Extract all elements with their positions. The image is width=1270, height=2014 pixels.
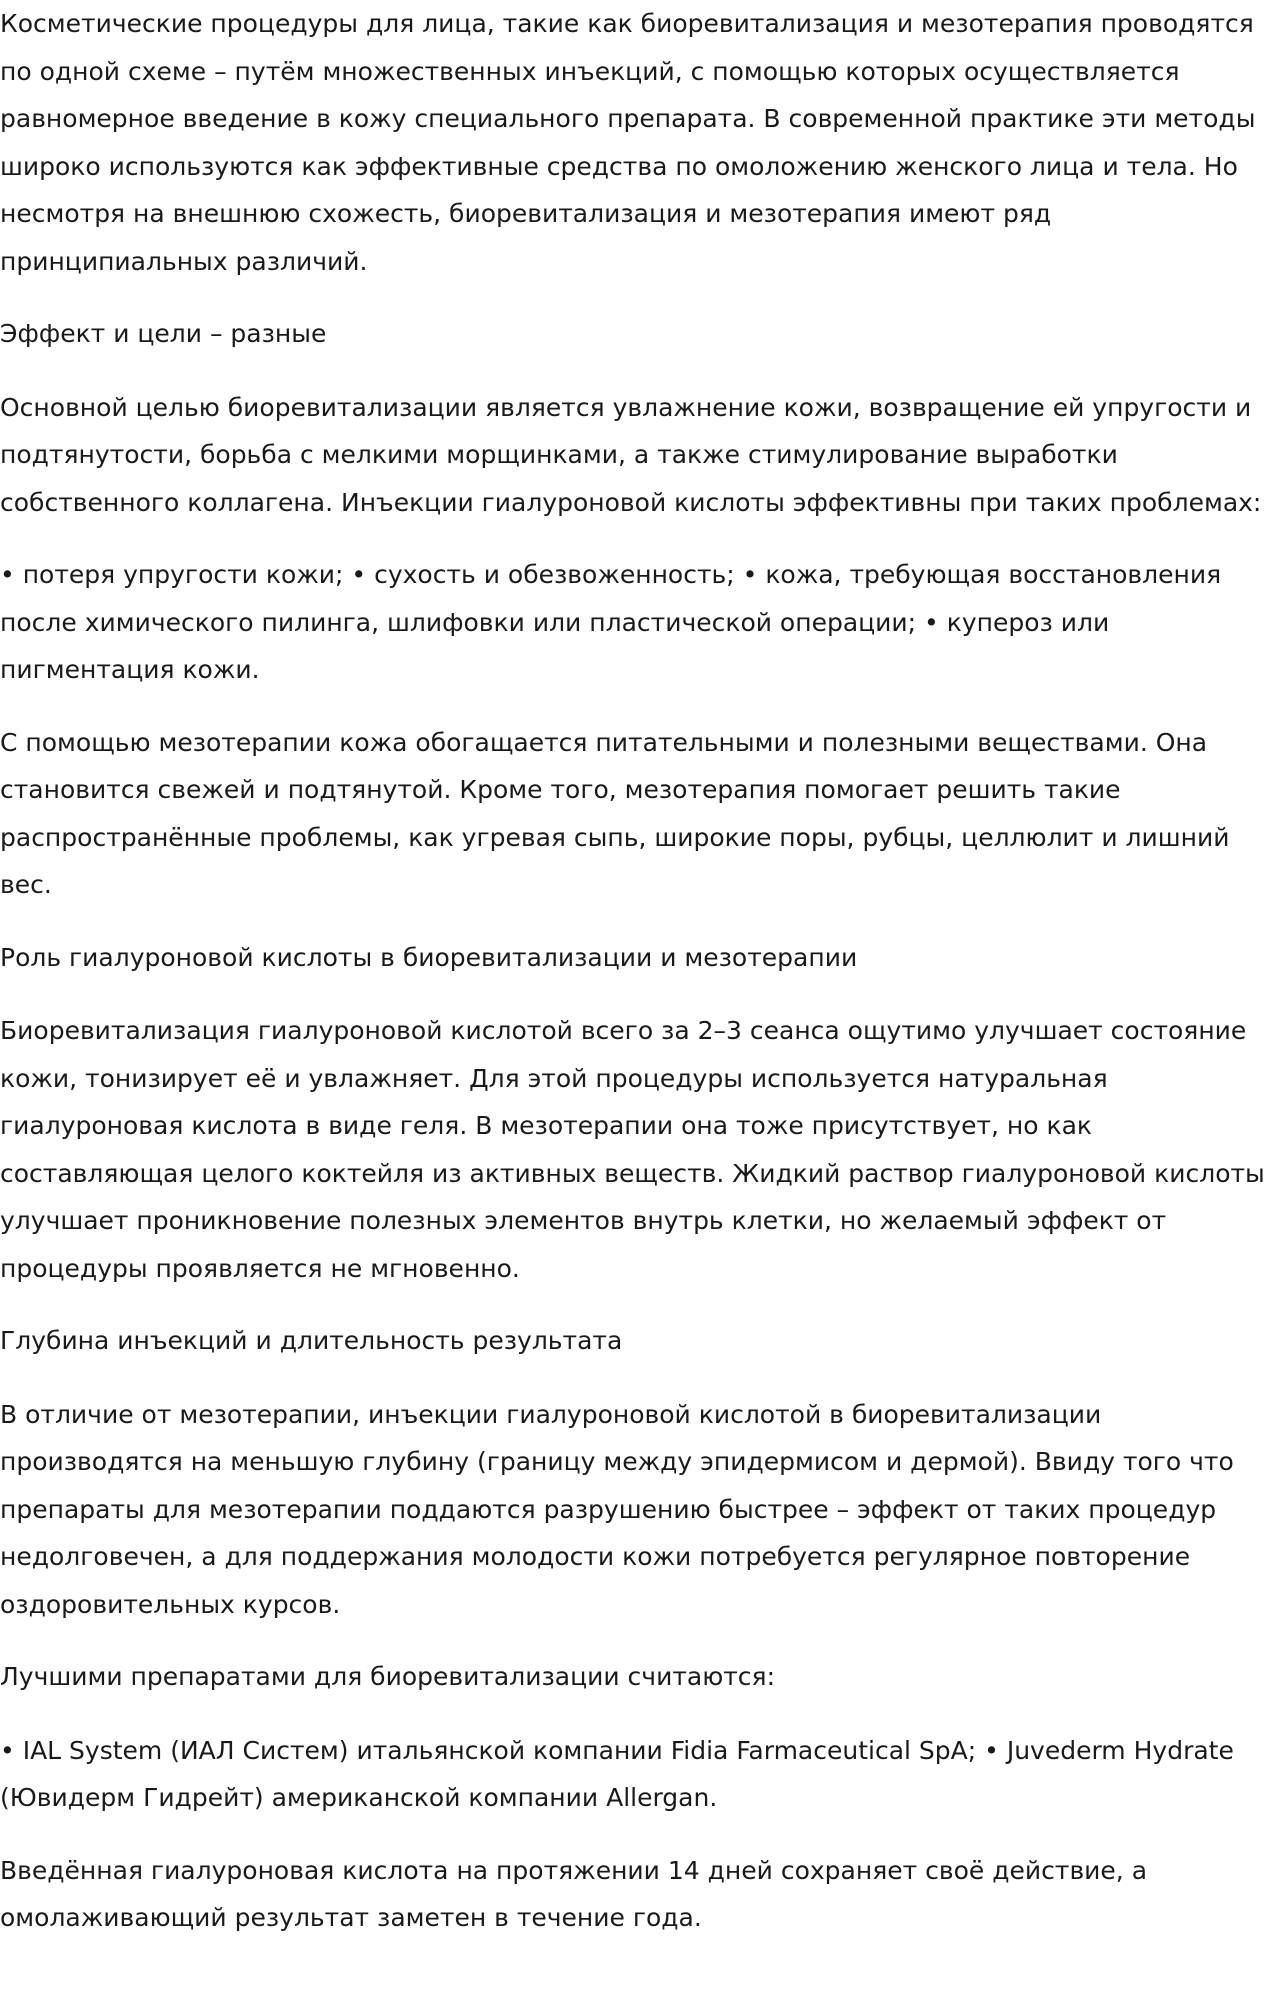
section-heading-effect: Эффект и цели – разные bbox=[0, 319, 327, 348]
mesotherapy-paragraph: С помощью мезотерапии кожа обогащается питательными и полезными веществами. Она становится свежей и подтянутой. Кроме того, мезотерапия помогает решить такие распространённые проблемы, как угревая сыпь, широкие поры, рубцы, целлюлит и лишний вес. bbox=[0, 727, 1230, 899]
injection-depth-paragraph: В отличие от мезотерапии, инъекции гиалуроновой кислотой в биоревитализации производятся на меньшую глубину (границу между эпидермисом и дермой). Ввиду того что препараты для мезотерапии поддаются разрушению быстрее – эффект от таких процедур недолговечен, а для поддержания молодости кожи потребуется регулярное повторение оздоровительных курсов. bbox=[0, 1399, 1234, 1619]
hyaluronic-role-paragraph: Биоревитализация гиалуроновой кислотой всего за 2–3 сеанса ощутимо улучшает состояние кожи, тонизирует её и увлажняет. Для этой процедуры используется натуральная гиалуроновая кислота в виде геля. В мезотерапии она тоже присутствует, но как составляющая целого коктейля из активных веществ. Жидкий раствор гиалуроновой кислоты улучшает проникновение полезных элементов внутрь клетки, но желаемый эффект от процедуры проявляется не мгновенно. bbox=[0, 1016, 1265, 1283]
best-preparations-heading: Лучшими препаратами для биоревитализации считаются: bbox=[0, 1662, 776, 1691]
section-heading-hyaluronic-role: Роль гиалуроновой кислоты в биоревитализации и мезотерапии bbox=[0, 942, 858, 972]
section-heading-injection-depth: Глубина инъекций и длительность результата bbox=[0, 1326, 623, 1355]
intro-paragraph: Косметические процедуры для лица, такие как биоревитализация и мезотерапия проводятся по одной схеме – путём множественных инъекций, с помощью которых осуществляется равномерное введение в кожу специального препарата. В современной практике эти методы широко используются как эффективные средства по омоложению женского лица и тела. Но несмотря на внешнюю схожесть, биоревитализация и мезотерапия имеют ряд принципиальных различий. bbox=[0, 9, 1256, 276]
problems-list-paragraph: • потеря упругости кожи; • сухость и обезвоженность; • кожа, требующая восстановления после химического пилинга, шлифовки или пластической операции; • купероз или пигментация кожи. bbox=[0, 560, 1222, 684]
preparations-list-paragraph: • IAL System (ИАЛ Систем) итальянской компании Fidia Farmaceutical SpA; • Juvederm Hydrate (Ювидерм Гидрейт) американской компании Allergan. bbox=[0, 1735, 1234, 1812]
biorevitalization-goals-paragraph: Основной целью биоревитализации является увлажнение кожи, возвращение ей упругости и подтянутости, борьба с мелкими морщинками, а также стимулирование выработки собственного коллагена. Инъекции гиалуроновой кислоты эффективны при таких проблемах: bbox=[0, 392, 1262, 517]
closing-paragraph: Введённая гиалуроновая кислота на протяжении 14 дней сохраняет своё действие, а омолаживающий результат заметен в течение года. bbox=[0, 1855, 1148, 1932]
